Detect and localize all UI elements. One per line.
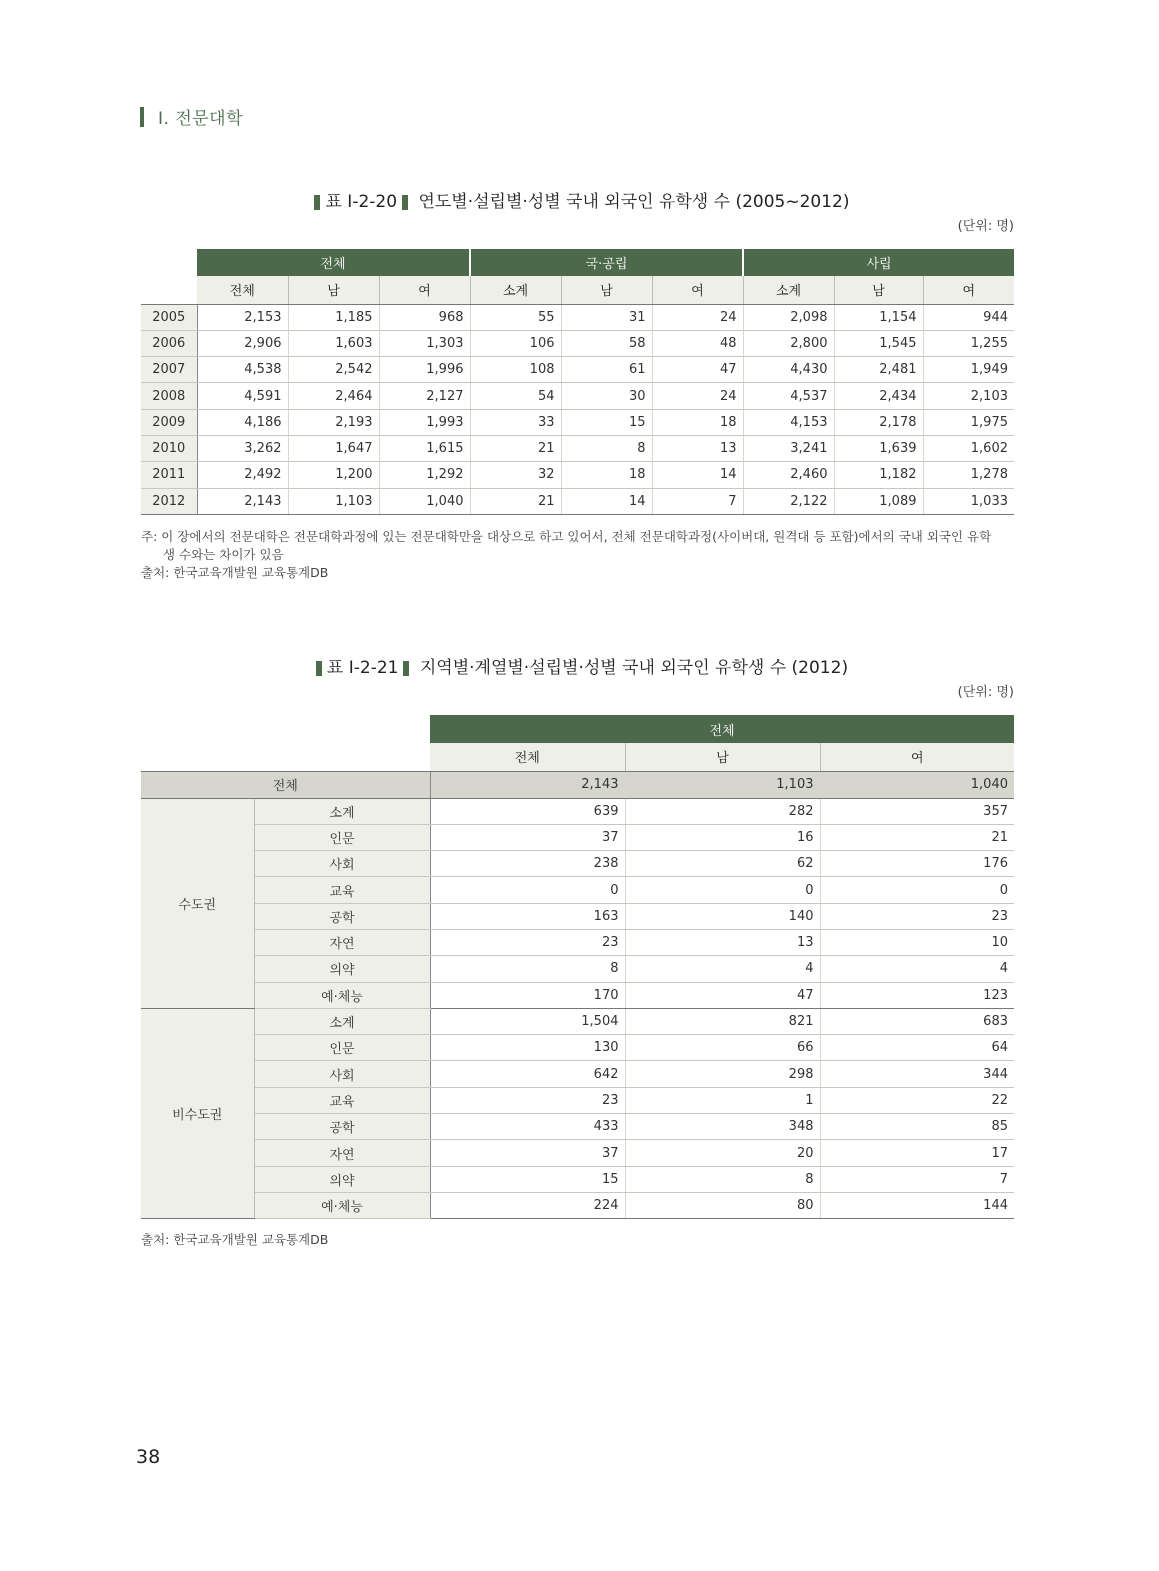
value-cell: 24	[652, 304, 743, 330]
value-cell: 282	[625, 798, 820, 824]
page-number: 38	[136, 1446, 161, 1468]
value-cell: 238	[430, 851, 625, 877]
value-cell: 108	[470, 357, 561, 383]
table1-caption-prefix: 표 Ⅰ-2-20	[325, 192, 398, 212]
table-row	[141, 1114, 1014, 1140]
field-cell: 소계	[254, 1008, 430, 1034]
value-cell: 1,975	[923, 409, 1014, 435]
value-cell: 2,434	[834, 383, 923, 409]
value-cell: 64	[820, 1035, 1014, 1061]
caption-marker-icon	[314, 195, 320, 210]
value-cell: 55	[470, 304, 561, 330]
section-marker	[140, 107, 144, 127]
value-cell: 54	[470, 383, 561, 409]
value-cell: 4,591	[197, 383, 288, 409]
table-row	[141, 462, 1014, 488]
table-row	[141, 383, 1014, 409]
field-cell: 인문	[254, 1035, 430, 1061]
table-row	[141, 1192, 1014, 1218]
table-row	[141, 824, 1014, 850]
value-cell: 18	[652, 409, 743, 435]
table-row	[141, 982, 1014, 1008]
value-cell: 20	[625, 1140, 820, 1166]
value-cell: 1,278	[923, 462, 1014, 488]
table2-group-total: 전체	[430, 715, 1014, 743]
table-row	[141, 1035, 1014, 1061]
table1	[141, 249, 1014, 515]
table2-subheader-cell: 전체	[430, 743, 625, 771]
table-row	[141, 357, 1014, 383]
value-cell: 821	[625, 1008, 820, 1034]
table1-corner-sub	[141, 276, 197, 304]
caption-marker-icon	[403, 661, 409, 676]
value-cell: 66	[625, 1035, 820, 1061]
table1-subheader-cell: 소계	[470, 276, 561, 304]
table1-subheader-cell: 여	[379, 276, 470, 304]
value-cell: 130	[430, 1035, 625, 1061]
value-cell: 357	[820, 798, 1014, 824]
value-cell: 7	[820, 1166, 1014, 1192]
table1-group-header	[141, 249, 1014, 276]
value-cell: 3,262	[197, 435, 288, 461]
value-cell: 7	[652, 488, 743, 514]
value-cell: 1,185	[288, 304, 379, 330]
value-cell: 37	[430, 824, 625, 850]
field-cell: 사회	[254, 1061, 430, 1087]
value-cell: 15	[561, 409, 652, 435]
table-row	[141, 1008, 1014, 1034]
value-cell: 2,153	[197, 304, 288, 330]
value-cell: 2,460	[743, 462, 834, 488]
value-cell: 1,303	[379, 330, 470, 356]
value-cell: 2,127	[379, 383, 470, 409]
value-cell: 18	[561, 462, 652, 488]
table-row	[141, 304, 1014, 330]
value-cell: 10	[820, 929, 1014, 955]
table2-total-value: 1,103	[625, 771, 820, 798]
value-cell: 0	[820, 877, 1014, 903]
value-cell: 3,241	[743, 435, 834, 461]
value-cell: 176	[820, 851, 1014, 877]
value-cell: 1,504	[430, 1008, 625, 1034]
table-row	[141, 798, 1014, 824]
value-cell: 47	[625, 982, 820, 1008]
value-cell: 14	[652, 462, 743, 488]
table2-total-value: 2,143	[430, 771, 625, 798]
value-cell: 4,537	[743, 383, 834, 409]
table1-caption	[0, 187, 1159, 212]
table1-subheader	[141, 276, 1014, 304]
value-cell: 24	[652, 383, 743, 409]
field-cell: 사회	[254, 851, 430, 877]
value-cell: 1,639	[834, 435, 923, 461]
region-cell: 수도권	[141, 798, 254, 1008]
field-cell: 공학	[254, 1114, 430, 1140]
table2-corner	[141, 715, 430, 743]
value-cell: 23	[430, 929, 625, 955]
value-cell: 298	[625, 1061, 820, 1087]
value-cell: 58	[561, 330, 652, 356]
value-cell: 47	[652, 357, 743, 383]
table1-unit: (단위: 명)	[957, 219, 1014, 234]
year-cell: 2010	[141, 435, 197, 461]
table-row	[141, 1087, 1014, 1113]
value-cell: 30	[561, 383, 652, 409]
year-cell: 2005	[141, 304, 197, 330]
year-cell: 2011	[141, 462, 197, 488]
value-cell: 8	[561, 435, 652, 461]
table1-subheader-cell: 여	[923, 276, 1014, 304]
table1-group-private: 사립	[743, 249, 1014, 276]
value-cell: 1,647	[288, 435, 379, 461]
table1-subheader-cell: 전체	[197, 276, 288, 304]
year-cell: 2012	[141, 488, 197, 514]
value-cell: 2,178	[834, 409, 923, 435]
value-cell: 1,103	[288, 488, 379, 514]
table-row	[141, 956, 1014, 982]
table1-subheader-cell: 남	[288, 276, 379, 304]
value-cell: 2,464	[288, 383, 379, 409]
value-cell: 123	[820, 982, 1014, 1008]
value-cell: 1,603	[288, 330, 379, 356]
value-cell: 31	[561, 304, 652, 330]
value-cell: 21	[470, 435, 561, 461]
table-row	[141, 877, 1014, 903]
value-cell: 683	[820, 1008, 1014, 1034]
table1-subheader-cell: 여	[652, 276, 743, 304]
value-cell: 17	[820, 1140, 1014, 1166]
value-cell: 1,949	[923, 357, 1014, 383]
value-cell: 1,089	[834, 488, 923, 514]
field-cell: 의약	[254, 956, 430, 982]
value-cell: 8	[430, 956, 625, 982]
value-cell: 4,430	[743, 357, 834, 383]
table-row	[141, 409, 1014, 435]
year-cell: 2007	[141, 357, 197, 383]
table2-unit: (단위: 명)	[957, 685, 1014, 700]
table1-subheader-cell: 남	[561, 276, 652, 304]
value-cell: 4,186	[197, 409, 288, 435]
value-cell: 1,615	[379, 435, 470, 461]
value-cell: 170	[430, 982, 625, 1008]
value-cell: 1,996	[379, 357, 470, 383]
value-cell: 163	[430, 903, 625, 929]
value-cell: 106	[470, 330, 561, 356]
table1-subheader-cell: 소계	[743, 276, 834, 304]
value-cell: 23	[820, 903, 1014, 929]
region-cell: 비수도권	[141, 1008, 254, 1218]
table1-source: 출처: 한국교육개발원 교육통계DB	[141, 565, 329, 580]
value-cell: 1,154	[834, 304, 923, 330]
value-cell: 433	[430, 1114, 625, 1140]
field-cell: 소계	[254, 798, 430, 824]
value-cell: 13	[652, 435, 743, 461]
value-cell: 21	[820, 824, 1014, 850]
table-row	[141, 1140, 1014, 1166]
value-cell: 968	[379, 304, 470, 330]
value-cell: 23	[430, 1087, 625, 1113]
value-cell: 2,143	[197, 488, 288, 514]
value-cell: 85	[820, 1114, 1014, 1140]
value-cell: 37	[430, 1140, 625, 1166]
field-cell: 자연	[254, 1140, 430, 1166]
value-cell: 4	[820, 956, 1014, 982]
value-cell: 1	[625, 1087, 820, 1113]
table-row	[141, 1166, 1014, 1192]
value-cell: 2,098	[743, 304, 834, 330]
field-cell: 자연	[254, 929, 430, 955]
table2-source: 출처: 한국교육개발원 교육통계DB	[141, 1232, 329, 1247]
table1-caption-title: 연도별·설립별·성별 국내 외국인 유학생 수 (2005~2012)	[418, 192, 850, 212]
table1-note-line1: 주: 이 장에서의 전문대학은 전문대학과정에 있는 전문대학만을 대상으로 하고 있어서, 전체 전문대학과정(사이버대, 원격대 등 포함)에서의 국내 외국인 유학	[141, 529, 992, 544]
table1-note	[141, 528, 991, 582]
value-cell: 344	[820, 1061, 1014, 1087]
table2-caption	[0, 653, 1159, 678]
value-cell: 348	[625, 1114, 820, 1140]
table-row	[141, 435, 1014, 461]
value-cell: 32	[470, 462, 561, 488]
value-cell: 2,122	[743, 488, 834, 514]
year-cell: 2006	[141, 330, 197, 356]
value-cell: 1,040	[379, 488, 470, 514]
year-cell: 2008	[141, 383, 197, 409]
value-cell: 1,993	[379, 409, 470, 435]
value-cell: 61	[561, 357, 652, 383]
table-row	[141, 330, 1014, 356]
field-cell: 인문	[254, 824, 430, 850]
table1-corner	[141, 249, 197, 276]
value-cell: 14	[561, 488, 652, 514]
value-cell: 13	[625, 929, 820, 955]
field-cell: 의약	[254, 1166, 430, 1192]
value-cell: 1,182	[834, 462, 923, 488]
section-header	[140, 104, 243, 129]
value-cell: 8	[625, 1166, 820, 1192]
table2-subheader-cell: 남	[625, 743, 820, 771]
value-cell: 944	[923, 304, 1014, 330]
value-cell: 33	[470, 409, 561, 435]
caption-marker-icon	[316, 661, 322, 676]
table-row	[141, 851, 1014, 877]
table-row	[141, 929, 1014, 955]
value-cell: 2,103	[923, 383, 1014, 409]
field-cell: 공학	[254, 903, 430, 929]
value-cell: 0	[430, 877, 625, 903]
table1-group-public: 국·공립	[470, 249, 743, 276]
value-cell: 2,800	[743, 330, 834, 356]
value-cell: 2,193	[288, 409, 379, 435]
value-cell: 140	[625, 903, 820, 929]
value-cell: 48	[652, 330, 743, 356]
table2-group-header	[141, 715, 1014, 743]
value-cell: 2,492	[197, 462, 288, 488]
value-cell: 1,545	[834, 330, 923, 356]
year-cell: 2009	[141, 409, 197, 435]
section-title: Ⅰ. 전문대학	[158, 109, 244, 129]
value-cell: 21	[470, 488, 561, 514]
value-cell: 2,481	[834, 357, 923, 383]
value-cell: 4,538	[197, 357, 288, 383]
value-cell: 1,292	[379, 462, 470, 488]
table-row	[141, 488, 1014, 514]
value-cell: 4	[625, 956, 820, 982]
field-cell: 예·체능	[254, 1192, 430, 1218]
table-row	[141, 903, 1014, 929]
value-cell: 22	[820, 1087, 1014, 1113]
caption-marker-icon	[402, 195, 408, 210]
table1-note-line2: 생 수와는 차이가 있음	[163, 547, 284, 562]
table2-subheader-cell: 여	[820, 743, 1014, 771]
value-cell: 144	[820, 1192, 1014, 1218]
table2-total-label: 전체	[141, 771, 430, 798]
value-cell: 62	[625, 851, 820, 877]
table-row	[141, 1061, 1014, 1087]
table2	[141, 715, 1014, 1219]
value-cell: 0	[625, 877, 820, 903]
value-cell: 2,542	[288, 357, 379, 383]
table2-total-value: 1,040	[820, 771, 1014, 798]
value-cell: 1,255	[923, 330, 1014, 356]
value-cell: 80	[625, 1192, 820, 1218]
table2-subheader	[141, 743, 1014, 771]
field-cell: 예·체능	[254, 982, 430, 1008]
table2-corner-sub	[141, 743, 430, 771]
value-cell: 15	[430, 1166, 625, 1192]
field-cell: 교육	[254, 877, 430, 903]
value-cell: 4,153	[743, 409, 834, 435]
value-cell: 16	[625, 824, 820, 850]
value-cell: 639	[430, 798, 625, 824]
table2-total-row	[141, 771, 1014, 798]
table1-group-total: 전체	[197, 249, 470, 276]
value-cell: 2,906	[197, 330, 288, 356]
value-cell: 224	[430, 1192, 625, 1218]
field-cell: 교육	[254, 1087, 430, 1113]
value-cell: 1,602	[923, 435, 1014, 461]
table1-subheader-cell: 남	[834, 276, 923, 304]
value-cell: 1,200	[288, 462, 379, 488]
table2-caption-prefix: 표 Ⅰ-2-21	[326, 658, 399, 678]
value-cell: 642	[430, 1061, 625, 1087]
table2-caption-title: 지역별·계열별·설립별·성별 국내 외국인 유학생 수 (2012)	[419, 658, 849, 678]
value-cell: 1,033	[923, 488, 1014, 514]
